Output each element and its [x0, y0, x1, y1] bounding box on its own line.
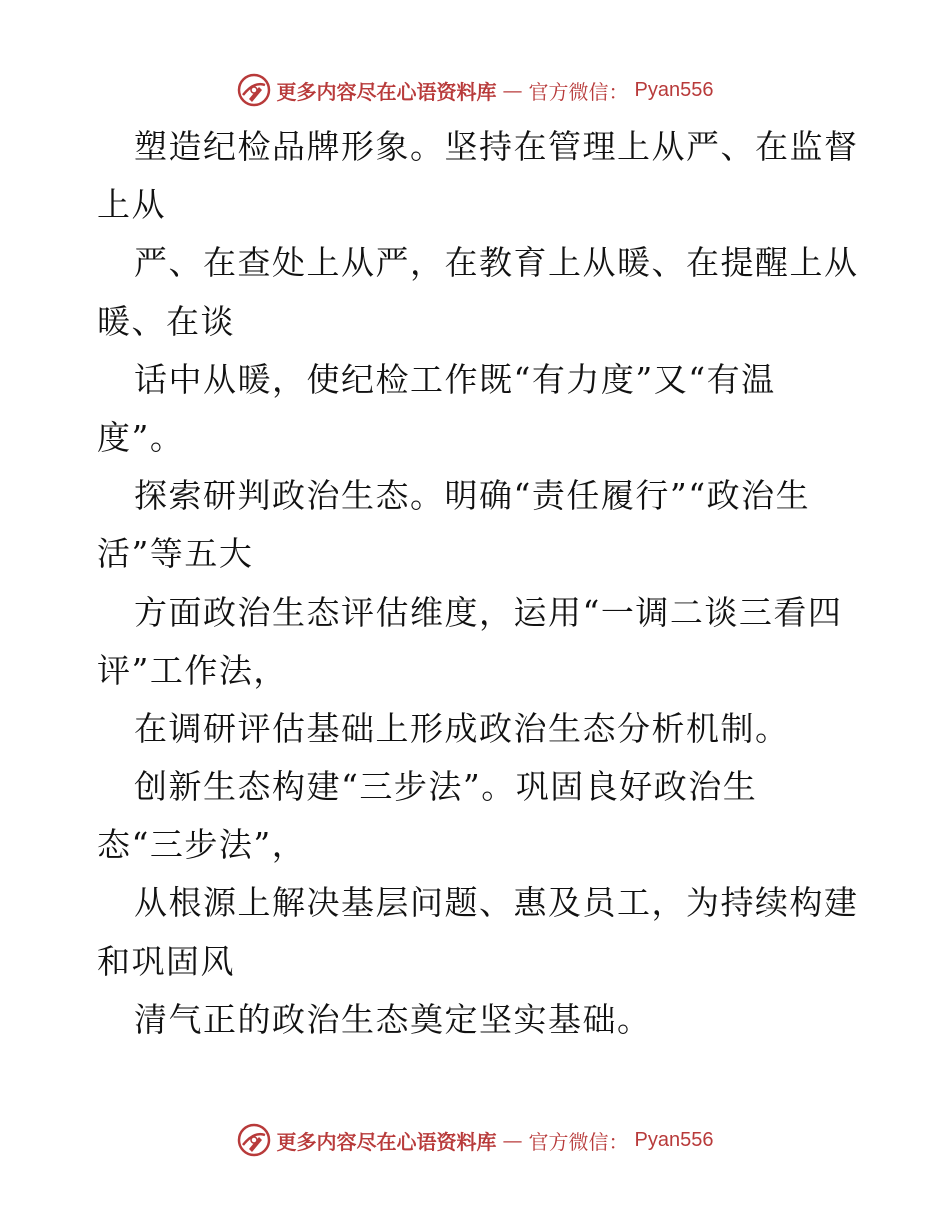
- body-line: 探索研判政治生态。明确“责任履行”“政治生: [134, 476, 811, 516]
- banner-brand-text: 更多内容尽在心语资料库: [276, 1129, 497, 1154]
- body-line: 暖、在谈: [97, 301, 235, 341]
- body-line: 话中从暖，使纪检工作既“有力度”又“有温: [134, 359, 776, 399]
- body-line: 清气正的政治生态奠定坚实基础。: [134, 999, 652, 1039]
- body-line: 创新生态构建“三步法”。巩固良好政治生: [134, 767, 758, 807]
- document-body: [97, 118, 867, 1049]
- header-banner: [0, 70, 950, 110]
- footer-banner: [0, 1120, 950, 1160]
- body-line: 上从: [97, 185, 166, 225]
- banner-brand-text: 更多内容尽在心语资料库: [276, 79, 497, 104]
- banner-separator: —: [502, 78, 523, 102]
- body-line: 评”工作法，: [97, 650, 288, 690]
- body-line: 态“三步法”，: [97, 825, 307, 865]
- body-line: 严、在查处上从严，在教育上从暖、在提醒上从: [134, 243, 859, 283]
- brand-logo-icon: [237, 1123, 271, 1157]
- body-line: 塑造纪检品牌形象。坚持在管理上从严、在监督: [134, 127, 859, 166]
- banner-wechat-id: Pyan556: [634, 1128, 714, 1151]
- body-line: 度”。: [97, 417, 185, 457]
- body-line: 活”等五大: [97, 534, 254, 574]
- body-line: 方面政治生态评估维度，运用“一调二谈三看四: [134, 592, 843, 632]
- body-line: 和巩固风: [97, 941, 235, 981]
- banner-separator: —: [502, 1128, 523, 1152]
- brand-logo-icon: [237, 73, 271, 107]
- body-line: 从根源上解决基层问题、惠及员工，为持续构建: [134, 883, 859, 923]
- banner-wechat-label: 官方微信：: [528, 79, 629, 104]
- body-line: 在调研评估基础上形成政治生态分析机制。: [134, 708, 790, 748]
- banner-wechat-id: Pyan556: [634, 78, 714, 101]
- banner-wechat-label: 官方微信：: [528, 1129, 629, 1154]
